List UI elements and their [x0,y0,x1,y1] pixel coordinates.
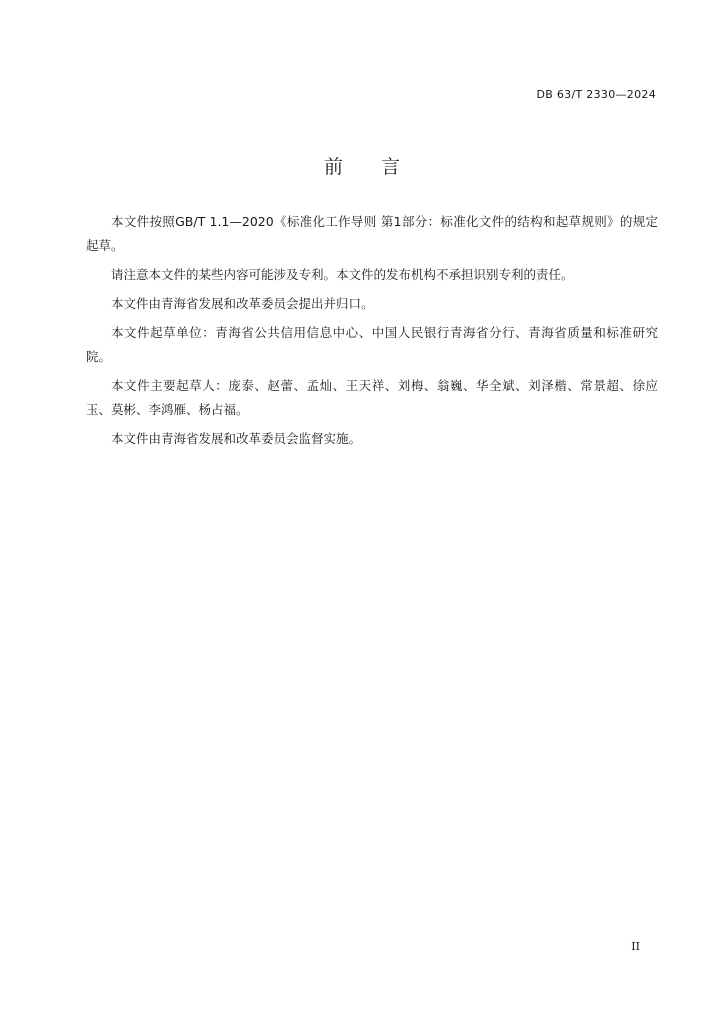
paragraph-drafters: 本文件主要起草人：庞泰、赵蕾、孟灿、王天祥、刘梅、翁巍、华全斌、刘泽楷、常景超、徐应玉、莫彬、李鸿雁、杨占福。 [86,378,658,417]
document-body [86,210,658,456]
paragraph-drafting-units: 本文件起草单位：青海省公共信用信息中心、中国人民银行青海省分行、青海省质量和标准研究院。 [86,325,658,364]
page-number: II [631,940,640,953]
paragraph-supervision: 本文件由青海省发展和改革委员会监督实施。 [111,431,362,446]
paragraph-patent-notice: 请注意本文件的某些内容可能涉及专利。本文件的发布机构不承担识别专利的责任。 [111,267,574,282]
paragraph-proposer: 本文件由青海省发展和改革委员会提出并归口。 [111,296,374,311]
doc-code: DB 63/T 2330—2024 [536,88,656,101]
page-title: 前 言 [323,156,400,178]
paragraph-drafting-rules: 本文件按照GB/T 1.1—2020《标准化工作导则 第1部分：标准化文件的结构和起草规则》的规定起草。 [86,214,658,253]
